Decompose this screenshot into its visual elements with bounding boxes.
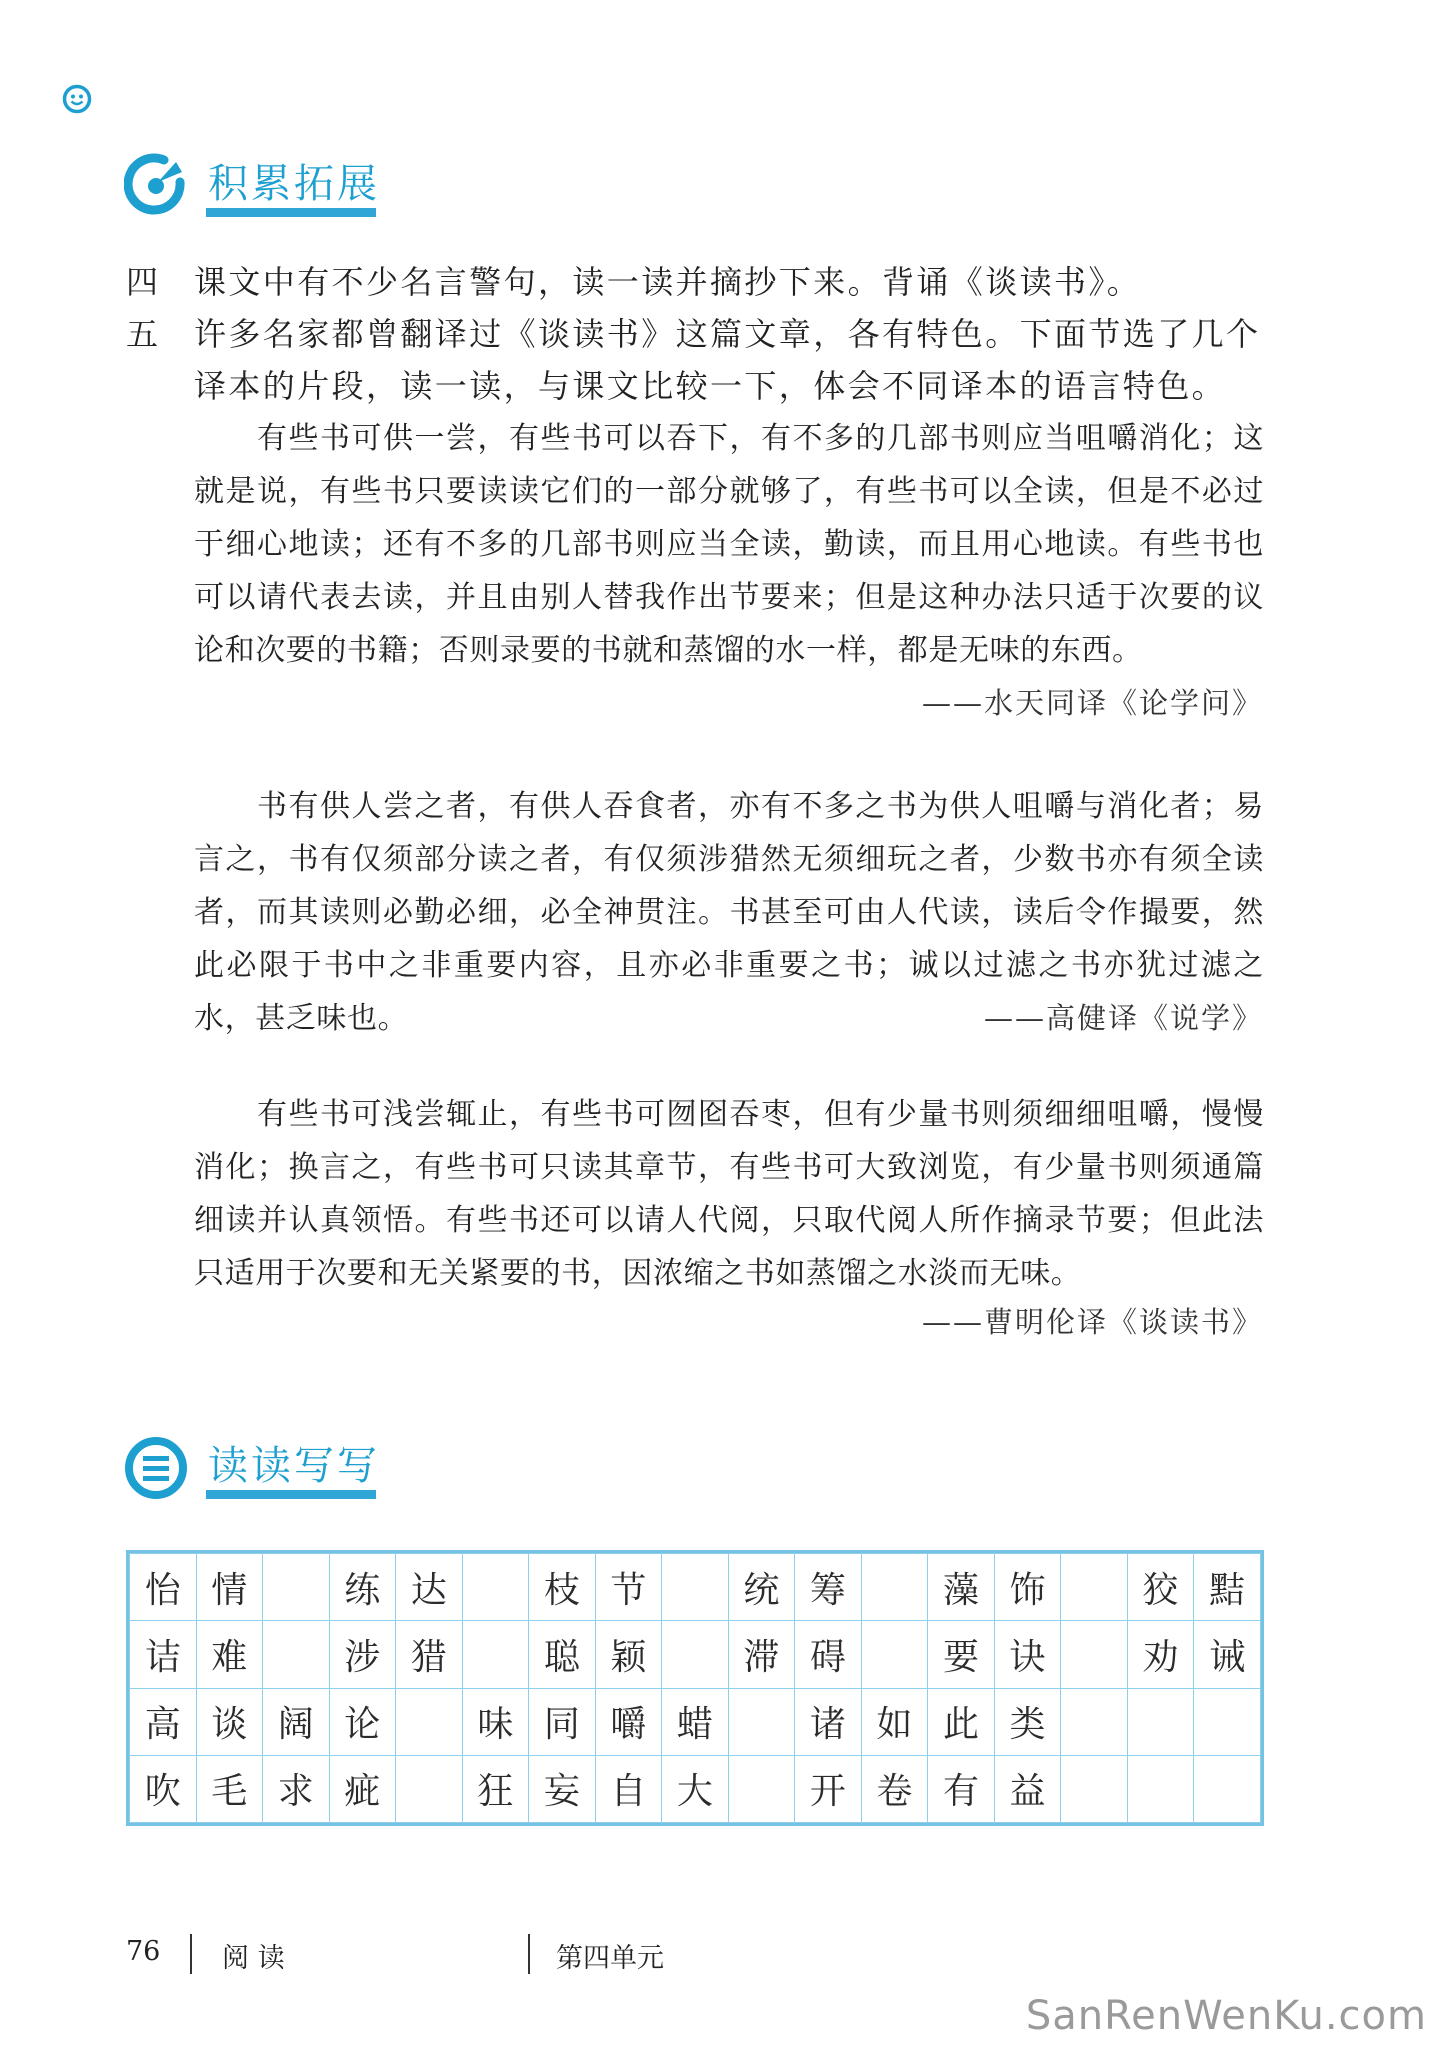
- grid-cell: 颖: [595, 1621, 662, 1688]
- grid-cell: [263, 1621, 330, 1688]
- grid-cell: 藻: [928, 1554, 995, 1621]
- question-text: 课文中有不少名言警句，读一读并摘抄下来。背诵《谈读书》。: [194, 263, 1142, 301]
- grid-cell: 诸: [795, 1688, 862, 1755]
- grid-cell: 碍: [795, 1621, 862, 1688]
- grid-cell: 诘: [130, 1621, 197, 1688]
- grid-cell: 嚼: [595, 1688, 662, 1755]
- grid-cell: 论: [329, 1688, 396, 1755]
- grid-cell: [396, 1688, 463, 1755]
- section-title: 积累拓展: [208, 161, 380, 207]
- grid-cell: [861, 1554, 928, 1621]
- grid-cell: [1194, 1755, 1261, 1822]
- grid-cell: 狂: [462, 1755, 529, 1822]
- grid-cell: 筹: [795, 1554, 862, 1621]
- grid-cell: [1194, 1688, 1261, 1755]
- section-heading-accumulate: [124, 148, 404, 228]
- footer-unit: 第四单元: [556, 1943, 664, 1974]
- grid-cell: 味: [462, 1688, 529, 1755]
- grid-cell: 大: [662, 1755, 729, 1822]
- grid-cell: 枝: [529, 1554, 596, 1621]
- grid-cell: 开: [795, 1755, 862, 1822]
- grid-cell: [396, 1755, 463, 1822]
- excerpt-source: ——高健译《说学》: [983, 1001, 1263, 1035]
- grid-cell: 节: [595, 1554, 662, 1621]
- grid-cell: 难: [196, 1621, 263, 1688]
- grid-cell: 蜡: [662, 1688, 729, 1755]
- grid-cell: [1061, 1688, 1128, 1755]
- grid-cell: 毛: [196, 1755, 263, 1822]
- grid-cell: [1061, 1621, 1128, 1688]
- grid-cell: 练: [329, 1554, 396, 1621]
- grid-cell: 卷: [861, 1755, 928, 1822]
- grid-cell: [861, 1621, 928, 1688]
- grid-cell: 妄: [529, 1755, 596, 1822]
- grid-cell: 黠: [1194, 1554, 1261, 1621]
- grid-cell: 饰: [994, 1554, 1061, 1621]
- grid-cell: 益: [994, 1755, 1061, 1822]
- grid-cell: [462, 1554, 529, 1621]
- grid-cell: 怡: [130, 1554, 197, 1621]
- grid-cell: [263, 1554, 330, 1621]
- grid-cell: 类: [994, 1688, 1061, 1755]
- grid-cell: 统: [728, 1554, 795, 1621]
- section-heading-read-write: [124, 1430, 404, 1510]
- excerpt-text: 书有供人尝之者，有供人吞食者，亦有不多之书为供人咀嚼与消化者；易言之，书有仅须部分读之者，有仅须涉猎然无须细玩之者，少数书亦有须全读者，而其读则必勤必细，必全神贯注。书甚至可由人代读，读后令作撮要，然此必限于书中之非重要内容，且亦必非重要之书；诚以过滤之书亦犹过滤之水，甚乏味也。: [194, 789, 1264, 1036]
- circular-arrow-icon: [124, 152, 188, 216]
- excerpt-text: 有些书可浅尝辄止，有些书可囫囵吞枣，但有少量书则须细细咀嚼，慢慢消化；换言之，有些书可只读其章节，有些书可大致浏览，有少量书则须通篇细读并认真领悟。有些书还可以请人代阅，只取代阅人所作摘录节要；但此法只适用于次要和无关紧要的书，因浓缩之书如蒸馏之水淡而无味。: [194, 1097, 1264, 1291]
- grid-cell: 诀: [994, 1621, 1061, 1688]
- vocabulary-table: [129, 1553, 1261, 1823]
- grid-cell: 吹: [130, 1755, 197, 1822]
- grid-row: [130, 1554, 1261, 1621]
- grid-cell: 有: [928, 1755, 995, 1822]
- grid-cell: 涉: [329, 1621, 396, 1688]
- footer-divider: [528, 1934, 530, 1974]
- grid-cell: [1061, 1554, 1128, 1621]
- grid-cell: 滞: [728, 1621, 795, 1688]
- title-underline: [206, 208, 376, 217]
- smiley-icon: [62, 84, 92, 114]
- question-item: [126, 308, 1276, 412]
- grid-cell: [462, 1621, 529, 1688]
- grid-row: [130, 1621, 1261, 1688]
- grid-cell: 劝: [1127, 1621, 1194, 1688]
- grid-cell: 同: [529, 1688, 596, 1755]
- grid-cell: [662, 1621, 729, 1688]
- watermark: SanRenWenKu.com: [1025, 1993, 1427, 2039]
- question-number: 四: [126, 263, 161, 301]
- grid-cell: [1127, 1688, 1194, 1755]
- grid-cell: 情: [196, 1554, 263, 1621]
- grid-cell: 自: [595, 1755, 662, 1822]
- grid-row: [130, 1688, 1261, 1755]
- question-number: 五: [126, 315, 161, 353]
- grid-cell: 达: [396, 1554, 463, 1621]
- grid-cell: 聪: [529, 1621, 596, 1688]
- vocabulary-grid: [126, 1550, 1264, 1826]
- grid-row: [130, 1755, 1261, 1822]
- list-lines-icon: [124, 1436, 188, 1500]
- grid-cell: 如: [861, 1688, 928, 1755]
- page-number: 76: [126, 1936, 161, 1967]
- footer-section: 阅 读: [222, 1943, 285, 1974]
- excerpt-source: ——水天同译《论学问》: [921, 686, 1263, 720]
- grid-cell: [662, 1554, 729, 1621]
- excerpt-text: 有些书可供一尝，有些书可以吞下，有不多的几部书则应当咀嚼消化；这就是说，有些书只要读读它们的一部分就够了，有些书可以全读，但是不必过于细心地读；还有不多的几部书则应当全读，勤读，而且用心地读。有些书也可以请代表去读，并且由别人替我作出节要来；但是这种办法只适于次要的议论和次要的书籍；否则录要的书就和蒸馏的水一样，都是无味的东西。: [194, 421, 1264, 668]
- grid-cell: [1061, 1755, 1128, 1822]
- grid-cell: [1127, 1755, 1194, 1822]
- title-underline: [206, 1490, 376, 1499]
- grid-cell: 阔: [263, 1688, 330, 1755]
- grid-cell: 此: [928, 1688, 995, 1755]
- grid-cell: [728, 1755, 795, 1822]
- question-text: 许多名家都曾翻译过《谈读书》这篇文章，各有特色。下面节选了几个译本的片段，读一读，与课文比较一下，体会不同译本的语言特色。: [194, 315, 1261, 405]
- excerpt-source: ——曹明伦译《谈读书》: [921, 1305, 1263, 1339]
- grid-cell: 疵: [329, 1755, 396, 1822]
- grid-cell: 谈: [196, 1688, 263, 1755]
- question-item: [126, 256, 1276, 308]
- translation-excerpt: [194, 412, 1264, 677]
- footer-divider: [190, 1934, 192, 1974]
- grid-cell: 诫: [1194, 1621, 1261, 1688]
- grid-cell: [728, 1688, 795, 1755]
- grid-cell: 猎: [396, 1621, 463, 1688]
- grid-cell: 狡: [1127, 1554, 1194, 1621]
- grid-cell: 高: [130, 1688, 197, 1755]
- grid-cell: 要: [928, 1621, 995, 1688]
- grid-cell: 求: [263, 1755, 330, 1822]
- translation-excerpt: [194, 1088, 1264, 1300]
- section-title: 读读写写: [208, 1443, 380, 1489]
